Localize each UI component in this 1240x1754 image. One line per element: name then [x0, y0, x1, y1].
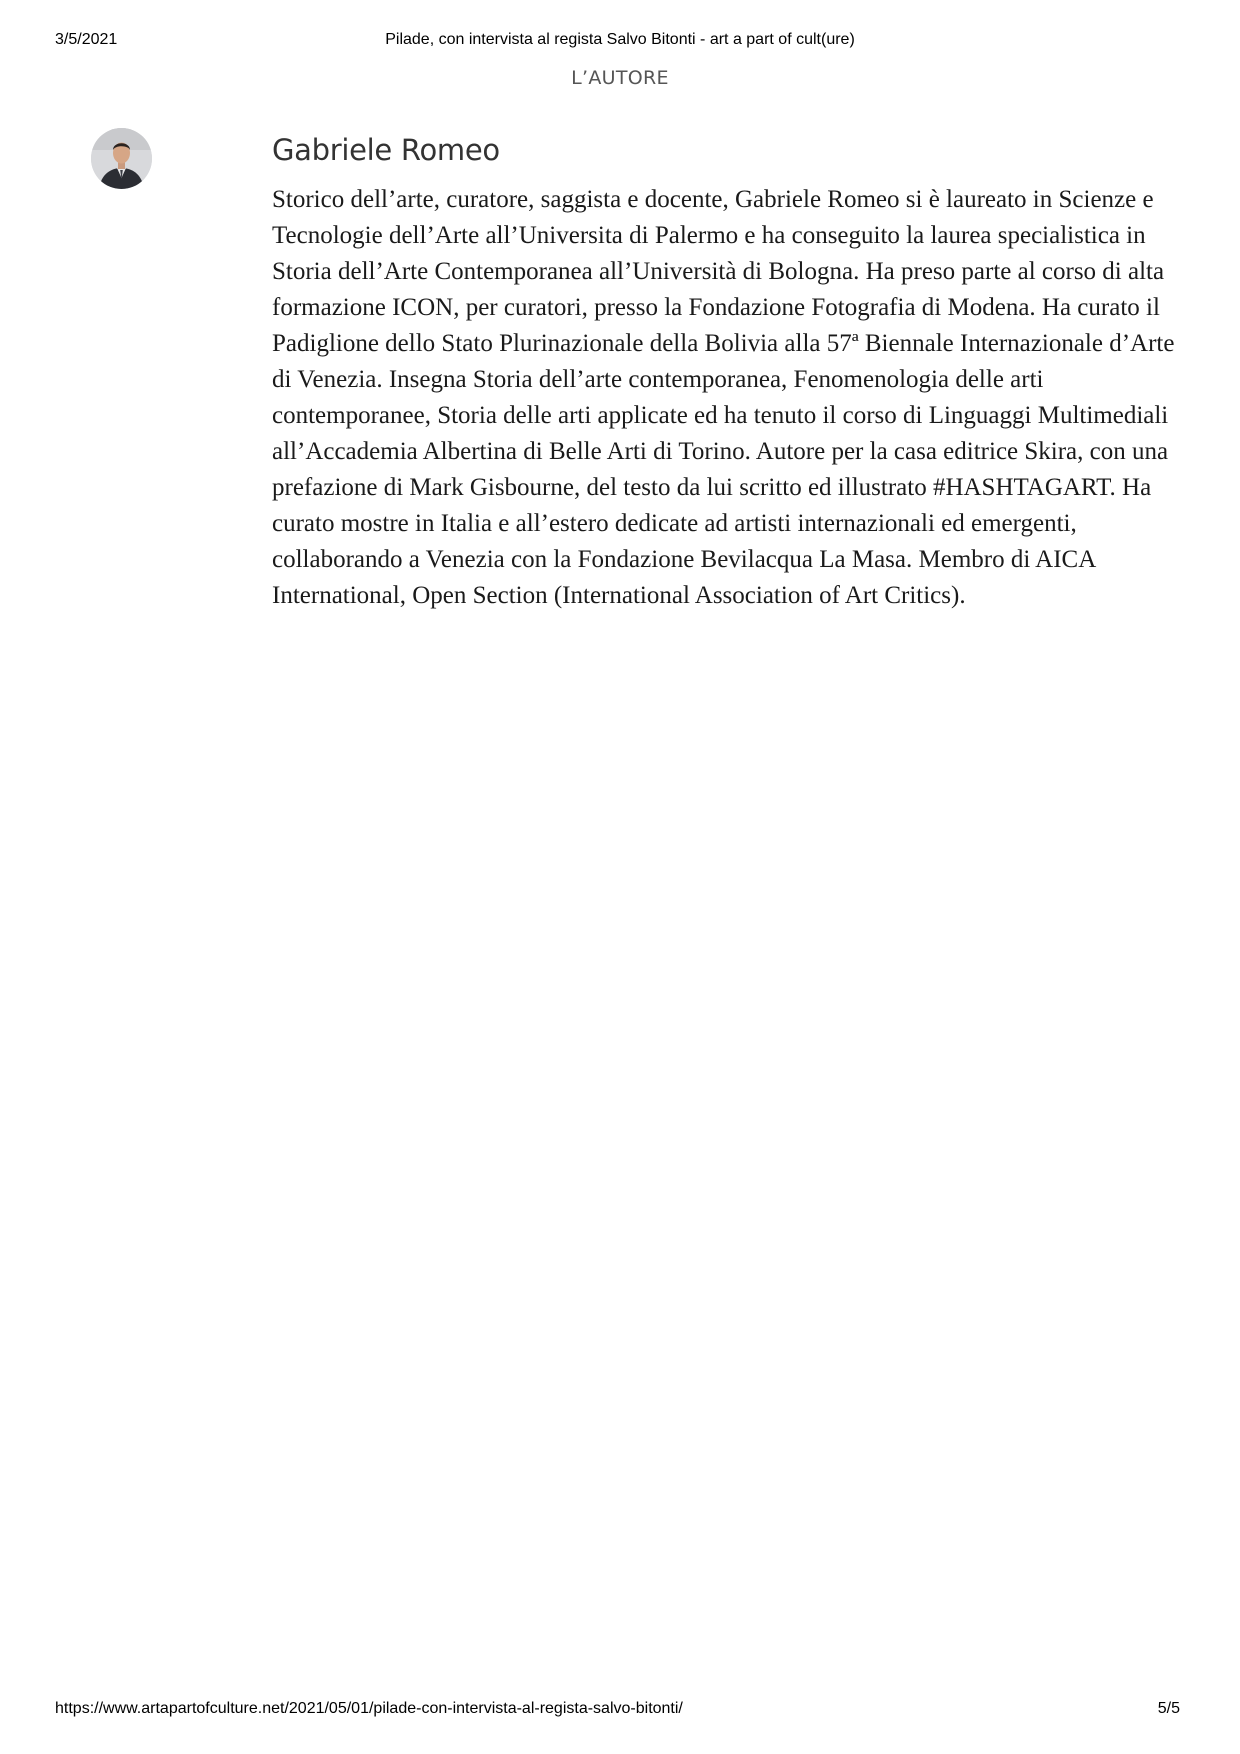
author-section-label: L’AUTORE — [571, 67, 669, 89]
print-page-number: 5/5 — [1157, 1700, 1180, 1717]
print-date: 3/5/2021 — [55, 31, 118, 48]
author-photo-icon — [91, 128, 152, 189]
author-avatar — [91, 128, 152, 189]
author-bio: Storico dell’arte, curatore, saggista e docente, Gabriele Romeo si è laureato in Scienze e Tecnologie dell’Arte all’Universita di Palermo e ha conseguito la laurea specialistica in Storia dell’Arte Contemporanea all’Università di Bologna. Ha preso parte al corso di alta formazione ICON, per curatori, presso la Fondazione Fotografia di Modena. Ha curato il Padiglione dello Stato Plurinazionale della Bolivia alla 57ª Biennale Internazionale d’Arte di Venezia. Insegna Storia dell’arte contemporanea, Fenomenologia delle arti contemporanee, Storia delle arti applicate ed ha tenuto il corso di Linguaggi Multimediali all’Accademia Albertina di Belle Arti di Torino. Autore per la casa editrice Skira, con una prefazione di Mark Gisbourne, del testo da lui scritto ed illustrato #HASHTAGART. Ha curato mostre in Italia e all’estero dedicate ad artisti internazionali ed emergenti, collaborando a Venezia con la Fondazione Bevilacqua La Masa. Membro di AICA International, Open Section (International Association of Art Critics). — [272, 186, 1175, 609]
print-page-title: Pilade, con intervista al regista Salvo Bitonti - art a part of cult(ure) — [385, 31, 855, 48]
print-page-url: https://www.artapartofculture.net/2021/05/01/pilade-con-intervista-al-regista-salvo-bitonti/ — [55, 1700, 683, 1717]
author-name[interactable]: Gabriele Romeo — [272, 133, 500, 167]
